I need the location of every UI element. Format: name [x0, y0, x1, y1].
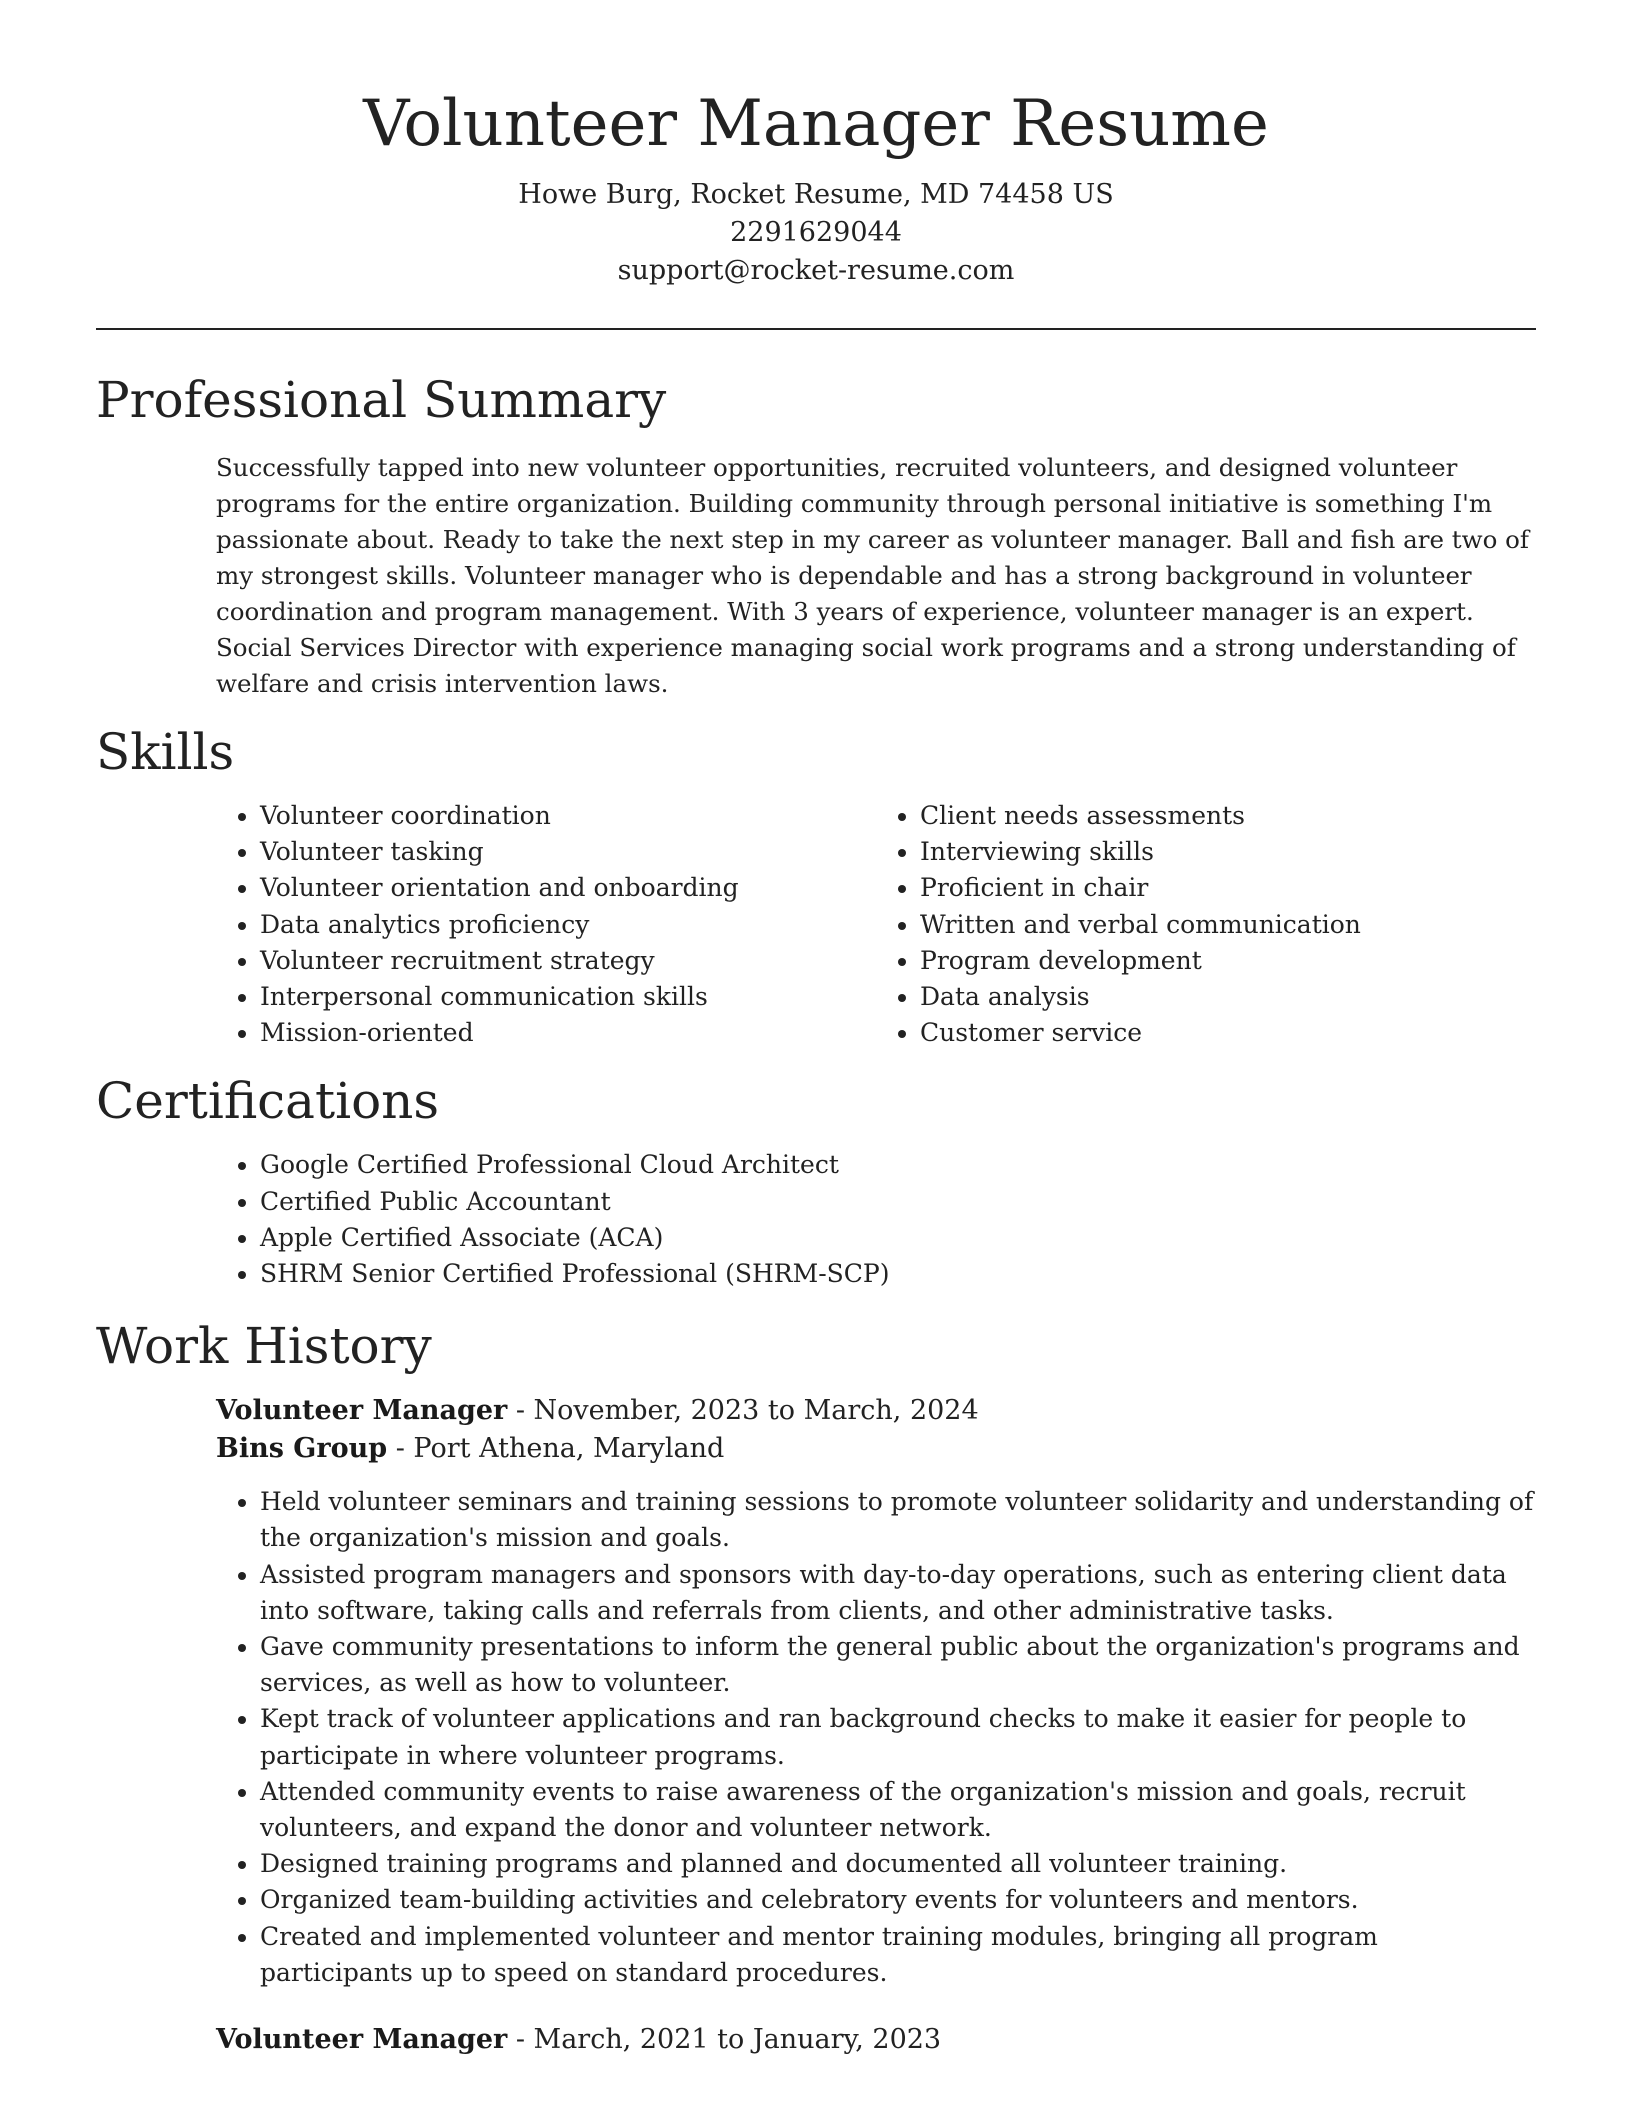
- skills-section: [96, 722, 1536, 1051]
- certification-item: • Certified Public Accountant: [260, 1184, 1536, 1220]
- skill-item: • Interpersonal communication skills: [260, 979, 876, 1015]
- job-bullet: • Kept track of volunteer applications and ran background checks to make it easier for people to participate in where volunteer programs.: [260, 1701, 1536, 1773]
- job-company: Bins Group: [216, 1433, 388, 1465]
- job-bullets: [216, 1484, 1536, 1991]
- skills-columns: [216, 798, 1536, 1051]
- phone: 2291629044: [730, 217, 902, 248]
- job-bullet: • Attended community events to raise awareness of the organization's mission and goals, recruit volunteers, and expand the donor and volunteer network.: [260, 1774, 1536, 1846]
- skills-list-left: [216, 798, 876, 1051]
- work-section: [96, 1316, 1536, 2059]
- address: Howe Burg, Rocket Resume, MD 74458 US: [518, 179, 1114, 210]
- header-divider: [96, 328, 1536, 330]
- skill-item: • Proficient in chair: [920, 870, 1536, 906]
- skill-item: • Interviewing skills: [920, 834, 1536, 870]
- skill-item: • Data analytics proficiency: [260, 907, 876, 943]
- job-bullet: • Held volunteer seminars and training sessions to promote volunteer solidarity and understanding of the organization's mission and goals.: [260, 1484, 1536, 1556]
- skill-item: • Data analysis: [920, 979, 1536, 1015]
- skill-item: • Written and verbal communication: [920, 907, 1536, 943]
- jobs-list: [96, 1392, 1536, 2059]
- certification-item: • Google Certified Professional Cloud Architect: [260, 1147, 1536, 1183]
- job-title: Volunteer Manager: [216, 1395, 508, 1427]
- certifications-list: [216, 1147, 1536, 1292]
- skill-item: • Volunteer coordination: [260, 798, 876, 834]
- skill-item: • Volunteer recruitment strategy: [260, 943, 876, 979]
- job-bullet: • Gave community presentations to inform the general public about the organization's programs and services, as well as how to volunteer.: [260, 1629, 1536, 1701]
- resume-page: [96, 0, 1536, 2059]
- resume-header: [96, 0, 1536, 290]
- job-location: Port Athena, Maryland: [413, 1433, 725, 1465]
- email: support@rocket-resume.com: [617, 255, 1015, 286]
- summary-section: [96, 370, 1536, 702]
- job-dates: November, 2023 to March, 2024: [533, 1395, 979, 1427]
- skill-item: • Client needs assessments: [920, 798, 1536, 834]
- job-title: Volunteer Manager: [216, 2024, 508, 2056]
- section-title-skills: Skills: [96, 723, 235, 781]
- certifications-section: [96, 1071, 1536, 1292]
- job-title-line: [216, 1392, 1536, 1430]
- job-dates: March, 2021 to January, 2023: [533, 2024, 942, 2056]
- contact-info: [96, 176, 1536, 290]
- job-bullet: • Organized team-building activities and celebratory events for volunteers and mentors.: [260, 1882, 1536, 1918]
- resume-title: Volunteer Manager Resume: [363, 87, 1269, 161]
- skill-item: • Customer service: [920, 1015, 1536, 1051]
- section-title-certifications: Certifications: [96, 1072, 440, 1131]
- separator: -: [387, 1433, 414, 1465]
- job-bullet: • Created and implemented volunteer and mentor training modules, bringing all program participants up to speed on standard procedures.: [260, 1919, 1536, 1991]
- job-bullet: • Assisted program managers and sponsors with day-to-day operations, such as entering client data into software, taking calls and referrals from clients, and other administrative tasks.: [260, 1557, 1536, 1629]
- section-title-work: Work History: [96, 1317, 432, 1376]
- job-title-line: [216, 2021, 1536, 2059]
- skill-item: • Mission-oriented: [260, 1015, 876, 1051]
- skill-item: • Program development: [920, 943, 1536, 979]
- skills-list-right: [876, 798, 1536, 1051]
- certification-item: • Apple Certified Associate (ACA): [260, 1220, 1536, 1256]
- section-title-summary: Professional Summary: [96, 371, 667, 429]
- separator: -: [507, 1395, 534, 1427]
- job-entry: [216, 2021, 1536, 2059]
- skill-item: • Volunteer orientation and onboarding: [260, 870, 876, 906]
- job-entry: [216, 1392, 1536, 1991]
- certification-item: • SHRM Senior Certified Professional (SHRM-SCP): [260, 1256, 1536, 1292]
- job-company-line: [216, 1430, 1536, 1468]
- summary-text: Successfully tapped into new volunteer opportunities, recruited volunteers, and designed volunteer programs for the entire organization. Building community through personal initiative is something I'm passionate about. Ready to take the next step in my career as volunteer manager. Ball and fish are two of my strongest skills. Volunteer manager who is dependable and has a strong background in volunteer coordination and program management. With 3 years of experience, volunteer manager is an expert. Social Services Director with experience managing social work programs and a strong understanding of welfare and crisis intervention laws.: [216, 453, 1529, 698]
- separator: -: [507, 2024, 534, 2056]
- skill-item: • Volunteer tasking: [260, 834, 876, 870]
- job-bullet: • Designed training programs and planned and documented all volunteer training.: [260, 1846, 1536, 1882]
